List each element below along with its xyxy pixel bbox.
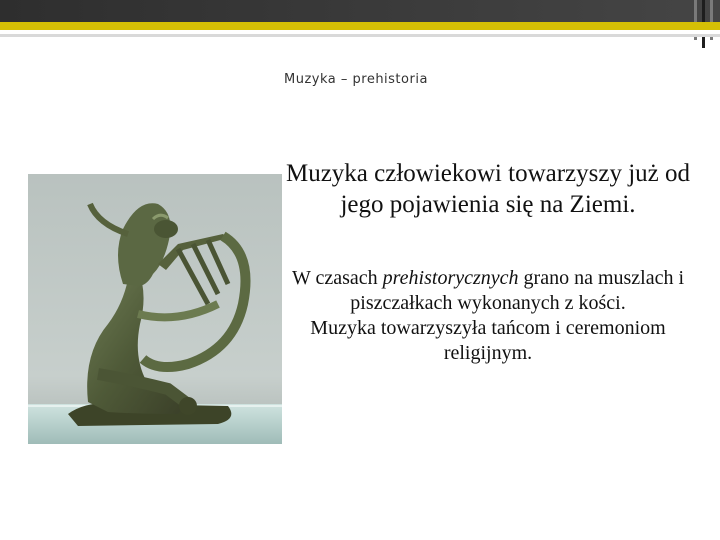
paragraph2-text: Muzyka towarzyszyła tańcom i ceremoniom religijnym. bbox=[310, 317, 666, 364]
paragraph1-text-end: grano na muszlach i piszczałkach wykonanych z kości. bbox=[350, 267, 685, 314]
body-paragraph bbox=[280, 266, 696, 366]
accent-gray-line bbox=[0, 34, 720, 37]
main-heading-text: Muzyka człowiekowi towarzyszy już od jego pojawienia się na Ziemi. bbox=[285, 160, 691, 218]
paragraph1-text-start: W czasach bbox=[291, 267, 383, 289]
slide-title: Muzyka – prehistoria bbox=[284, 72, 428, 87]
paragraph1-italic-term: prehistorycznych bbox=[382, 267, 519, 289]
accent-gold-line bbox=[0, 22, 720, 30]
harpist-figurine-image bbox=[28, 174, 282, 444]
top-bar-shade bbox=[0, 0, 720, 22]
